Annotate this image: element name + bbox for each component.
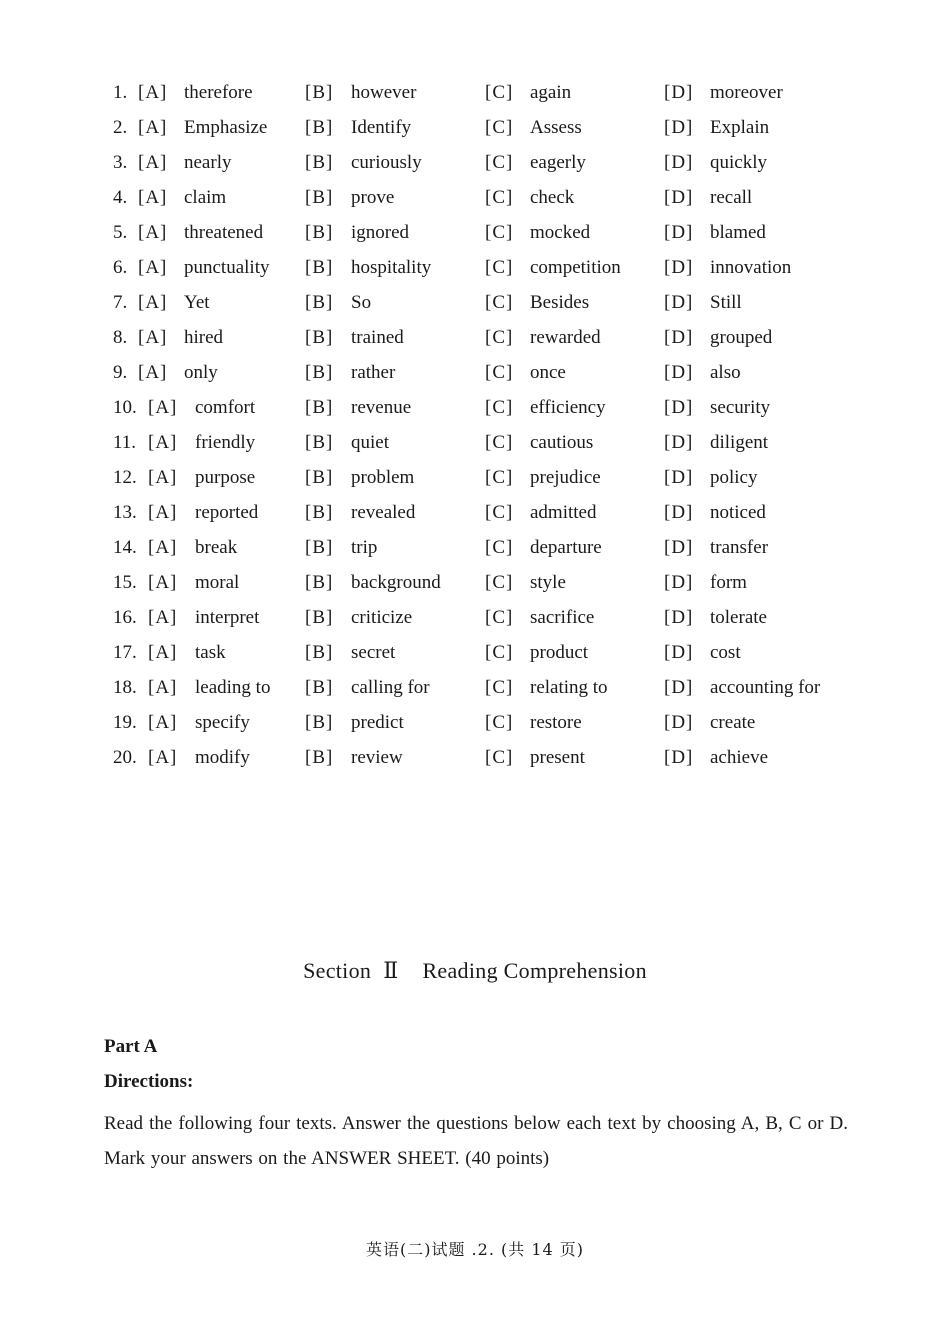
question-number: 8. (113, 327, 128, 348)
option-a-bracket: [A] (148, 572, 178, 593)
section-label: Section (303, 958, 372, 983)
option-b-text: problem (351, 467, 415, 488)
option-d-text: form (710, 572, 747, 593)
option-d-text: Explain (710, 117, 770, 138)
option-a-bracket: [A] (148, 677, 178, 698)
option-d-bracket: [D] (664, 502, 694, 523)
option-b-bracket: [B] (305, 537, 334, 558)
option-c-text: Besides (530, 292, 590, 313)
option-d-bracket: [D] (664, 222, 694, 243)
option-d-bracket: [D] (664, 362, 694, 383)
question-number: 18. (113, 677, 137, 698)
option-a-text: leading to (195, 677, 271, 698)
option-c-text: admitted (530, 502, 597, 523)
option-c-text: present (530, 747, 585, 768)
option-c-bracket: [C] (485, 747, 514, 768)
option-a-bracket: [A] (148, 607, 178, 628)
option-c-text: cautious (530, 432, 594, 453)
question-row (0, 359, 950, 394)
question-number: 6. (113, 257, 128, 278)
question-row (0, 289, 950, 324)
question-row (0, 464, 950, 499)
question-number: 14. (113, 537, 137, 558)
option-c-bracket: [C] (485, 397, 514, 418)
option-a-bracket: [A] (138, 362, 168, 383)
option-a-text: Yet (184, 292, 210, 313)
option-a-text: task (195, 642, 226, 663)
option-c-text: mocked (530, 222, 591, 243)
question-row (0, 744, 950, 779)
question-number: 9. (113, 362, 128, 383)
option-c-bracket: [C] (485, 607, 514, 628)
option-d-bracket: [D] (664, 747, 694, 768)
option-a-text: therefore (184, 82, 253, 103)
option-b-bracket: [B] (305, 467, 334, 488)
option-b-text: criticize (351, 607, 413, 628)
option-d-text: cost (710, 642, 741, 663)
question-number: 10. (113, 397, 137, 418)
option-a-bracket: [A] (148, 432, 178, 453)
option-d-bracket: [D] (664, 82, 694, 103)
option-a-bracket: [A] (138, 257, 168, 278)
option-b-bracket: [B] (305, 327, 334, 348)
option-c-bracket: [C] (485, 327, 514, 348)
option-c-text: competition (530, 257, 621, 278)
question-number: 17. (113, 642, 137, 663)
option-b-text: hospitality (351, 257, 432, 278)
option-a-text: reported (195, 502, 259, 523)
option-a-text: comfort (195, 397, 256, 418)
question-row (0, 604, 950, 639)
option-b-text: secret (351, 642, 396, 663)
option-c-text: again (530, 82, 572, 103)
option-c-text: product (530, 642, 589, 663)
option-a-bracket: [A] (138, 327, 168, 348)
option-a-bracket: [A] (148, 537, 178, 558)
option-c-bracket: [C] (485, 537, 514, 558)
question-row (0, 534, 950, 569)
question-number: 1. (113, 82, 128, 103)
option-d-bracket: [D] (664, 572, 694, 593)
option-b-bracket: [B] (305, 257, 334, 278)
option-d-bracket: [D] (664, 432, 694, 453)
option-b-bracket: [B] (305, 82, 334, 103)
question-number: 5. (113, 222, 128, 243)
option-d-text: transfer (710, 537, 769, 558)
option-d-bracket: [D] (664, 292, 694, 313)
option-c-bracket: [C] (485, 502, 514, 523)
option-a-bracket: [A] (148, 502, 178, 523)
option-d-bracket: [D] (664, 152, 694, 173)
option-b-bracket: [B] (305, 432, 334, 453)
option-d-text: security (710, 397, 771, 418)
option-b-text: Identify (351, 117, 412, 138)
option-d-text: recall (710, 187, 753, 208)
option-a-bracket: [A] (148, 397, 178, 418)
option-b-text: predict (351, 712, 404, 733)
option-c-text: restore (530, 712, 582, 733)
option-b-text: prove (351, 187, 395, 208)
question-number: 12. (113, 467, 137, 488)
option-a-bracket: [A] (148, 747, 178, 768)
question-number: 11. (113, 432, 137, 453)
option-a-bracket: [A] (138, 117, 168, 138)
option-c-text: style (530, 572, 566, 593)
option-d-bracket: [D] (664, 712, 694, 733)
option-b-text: quiet (351, 432, 389, 453)
option-b-bracket: [B] (305, 187, 334, 208)
option-c-bracket: [C] (485, 257, 514, 278)
option-c-bracket: [C] (485, 117, 514, 138)
option-c-bracket: [C] (485, 712, 514, 733)
option-d-bracket: [D] (664, 397, 694, 418)
option-b-text: ignored (351, 222, 410, 243)
section-roman-numeral: Ⅱ (383, 958, 399, 983)
option-d-bracket: [D] (664, 117, 694, 138)
question-row (0, 254, 950, 289)
option-d-text: also (710, 362, 741, 383)
option-a-text: purpose (195, 467, 256, 488)
option-b-bracket: [B] (305, 607, 334, 628)
option-c-bracket: [C] (485, 467, 514, 488)
question-row (0, 114, 950, 149)
option-c-text: Assess (530, 117, 582, 138)
option-d-text: innovation (710, 257, 792, 278)
option-c-text: eagerly (530, 152, 586, 173)
option-d-text: tolerate (710, 607, 767, 628)
option-c-bracket: [C] (485, 187, 514, 208)
option-b-bracket: [B] (305, 362, 334, 383)
option-c-bracket: [C] (485, 572, 514, 593)
option-a-text: hired (184, 327, 224, 348)
option-c-text: departure (530, 537, 602, 558)
option-c-text: relating to (530, 677, 608, 698)
question-number: 16. (113, 607, 137, 628)
option-a-text: Emphasize (184, 117, 268, 138)
option-a-bracket: [A] (148, 467, 178, 488)
question-row (0, 709, 950, 744)
option-d-bracket: [D] (664, 187, 694, 208)
section-name: Reading Comprehension (422, 958, 647, 983)
option-a-text: break (195, 537, 238, 558)
option-b-text: trip (351, 537, 378, 558)
option-a-bracket: [A] (138, 152, 168, 173)
option-b-text: trained (351, 327, 404, 348)
option-b-bracket: [B] (305, 292, 334, 313)
option-b-text: calling for (351, 677, 430, 698)
option-a-bracket: [A] (138, 222, 168, 243)
directions-label: Directions: (104, 1071, 194, 1092)
option-a-bracket: [A] (138, 82, 168, 103)
question-number: 20. (113, 747, 137, 768)
option-b-bracket: [B] (305, 677, 334, 698)
directions-text: Read the following four texts. Answer the questions below each text by choosing A, B, C or D. Mark your answers on the ANSWER SHEET. (40 points) (104, 1113, 848, 1169)
option-c-bracket: [C] (485, 82, 514, 103)
option-c-bracket: [C] (485, 642, 514, 663)
question-row (0, 674, 950, 709)
option-a-text: punctuality (184, 257, 270, 278)
option-c-text: rewarded (530, 327, 601, 348)
vocabulary-questions (0, 79, 950, 779)
option-a-bracket: [A] (138, 187, 168, 208)
option-d-text: achieve (710, 747, 769, 768)
option-c-text: check (530, 187, 575, 208)
option-a-bracket: [A] (138, 292, 168, 313)
option-b-text: revenue (351, 397, 412, 418)
question-row (0, 569, 950, 604)
part-heading: Part A (104, 1036, 158, 1057)
option-c-text: sacrifice (530, 607, 595, 628)
option-c-bracket: [C] (485, 677, 514, 698)
option-d-text: moreover (710, 82, 783, 103)
option-a-text: friendly (195, 432, 256, 453)
page-footer: 英语(二)试题 .2. (共 14 页) (365, 1240, 585, 1259)
question-number: 4. (113, 187, 128, 208)
option-a-text: specify (195, 712, 250, 733)
option-d-text: quickly (710, 152, 767, 173)
option-d-bracket: [D] (664, 467, 694, 488)
option-a-text: nearly (184, 152, 232, 173)
option-b-text: however (351, 82, 417, 103)
option-d-bracket: [D] (664, 607, 694, 628)
option-d-bracket: [D] (664, 642, 694, 663)
option-b-bracket: [B] (305, 397, 334, 418)
question-number: 7. (113, 292, 128, 313)
option-d-text: blamed (710, 222, 766, 243)
option-c-text: once (530, 362, 566, 383)
question-row (0, 429, 950, 464)
option-c-text: efficiency (530, 397, 606, 418)
option-b-bracket: [B] (305, 502, 334, 523)
question-row (0, 394, 950, 429)
question-row (0, 79, 950, 114)
option-a-text: claim (184, 187, 227, 208)
option-b-bracket: [B] (305, 117, 334, 138)
question-number: 3. (113, 152, 128, 173)
option-d-text: Still (710, 292, 742, 313)
option-c-bracket: [C] (485, 292, 514, 313)
option-a-text: modify (195, 747, 250, 768)
option-b-text: curiously (351, 152, 422, 173)
option-b-text: rather (351, 362, 396, 383)
option-b-bracket: [B] (305, 712, 334, 733)
option-d-text: create (710, 712, 756, 733)
option-c-bracket: [C] (485, 152, 514, 173)
question-number: 15. (113, 572, 137, 593)
option-a-text: only (184, 362, 218, 383)
option-d-bracket: [D] (664, 537, 694, 558)
option-b-text: review (351, 747, 403, 768)
question-row (0, 639, 950, 674)
option-b-bracket: [B] (305, 222, 334, 243)
option-d-bracket: [D] (664, 677, 694, 698)
option-b-text: revealed (351, 502, 416, 523)
option-c-bracket: [C] (485, 222, 514, 243)
option-a-text: interpret (195, 607, 260, 628)
option-d-bracket: [D] (664, 257, 694, 278)
option-d-text: grouped (710, 327, 773, 348)
option-a-bracket: [A] (148, 642, 178, 663)
option-a-text: moral (195, 572, 240, 593)
option-d-text: noticed (710, 502, 766, 523)
option-c-bracket: [C] (485, 432, 514, 453)
question-row (0, 324, 950, 359)
question-row (0, 184, 950, 219)
option-a-text: threatened (184, 222, 264, 243)
option-a-bracket: [A] (148, 712, 178, 733)
question-row (0, 219, 950, 254)
option-b-bracket: [B] (305, 572, 334, 593)
option-c-text: prejudice (530, 467, 601, 488)
question-number: 19. (113, 712, 137, 733)
question-row (0, 149, 950, 184)
option-d-text: diligent (710, 432, 769, 453)
section-title (0, 958, 950, 984)
question-number: 13. (113, 502, 137, 523)
option-d-text: policy (710, 467, 758, 488)
option-b-bracket: [B] (305, 747, 334, 768)
option-b-bracket: [B] (305, 642, 334, 663)
option-b-text: background (351, 572, 441, 593)
option-d-text: accounting for (710, 677, 821, 698)
option-d-bracket: [D] (664, 327, 694, 348)
question-row (0, 499, 950, 534)
option-c-bracket: [C] (485, 362, 514, 383)
question-number: 2. (113, 117, 128, 138)
option-b-text: So (351, 292, 372, 313)
option-b-bracket: [B] (305, 152, 334, 173)
